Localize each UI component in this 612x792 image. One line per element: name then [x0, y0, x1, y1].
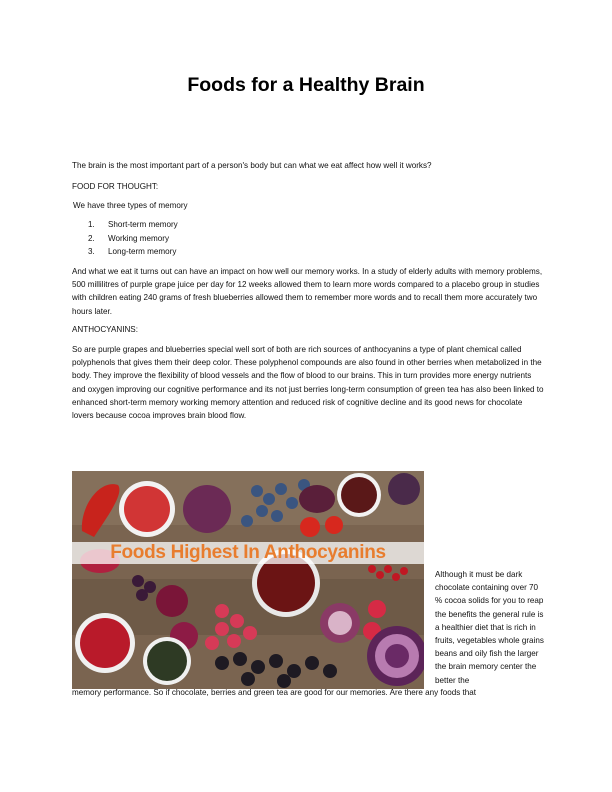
section-heading-food-for-thought: FOOD FOR THOUGHT: — [72, 182, 159, 191]
food-photo-illustration — [72, 471, 424, 689]
memory-types-intro: We have three types of memory — [73, 201, 188, 210]
anthocyanins-paragraph: So are purple grapes and blueberries special well sort of both are rich sources of anthocyanins a type of plant chemical called polyphenols that gives them their deep color. These polyphenol compounds are also found in other berries when metabolized in the body. They improve the flexibility of blood vessels and the flow of blood to our brains. This in turn provides more energy nutrients and oxygen improving our cognitive performance and its not just berries long-term consumption of green tea has also been linked to enhanced short-term memory working memory attention and reduced risk of cognitive decline and its good news for chocolate lovers because cocoa improves brain blood flow. — [72, 345, 544, 421]
anthocyanin-foods-image — [72, 471, 424, 689]
image-banner-text: Foods Highest In Anthocyanins — [110, 542, 386, 563]
intro-paragraph: The brain is the most important part of a person's body but can what we eat affect how well it works? — [72, 161, 432, 170]
list-item: 3. Long-term memory — [88, 247, 177, 257]
memory-types-list — [88, 218, 178, 259]
page-title: Foods for a Healthy Brain — [187, 74, 425, 96]
list-item: 2. Working memory — [88, 233, 170, 243]
section-heading-anthocyanins: ANTHOCYANINS: — [72, 325, 138, 334]
side-paragraph: Although it must be dark chocolate containing over 70 % cocoa solids for you to reap the benefits the general rule is a healthier diet that is rich in fruits, vegetables whole grains beans and oily fish the larger the brain memory center the better the — [435, 570, 544, 685]
list-item: 1. Short-term memory — [88, 220, 178, 229]
memory-study-paragraph: And what we eat it turns out can have an impact on how well our memory works. In a study of elderly adults with memory problems, 500 millilitres of purple grape juice per day for 12 weeks allowed them to learn more words compared to a placebo group in studies with children eating 240 grams of fresh blueberries allowed them to remember more words and to recall them more accurately two hours later. — [72, 267, 543, 316]
continuation-paragraph: memory performance. So if chocolate, berries and green tea are good for our memories. Are there any foods that — [72, 688, 476, 697]
